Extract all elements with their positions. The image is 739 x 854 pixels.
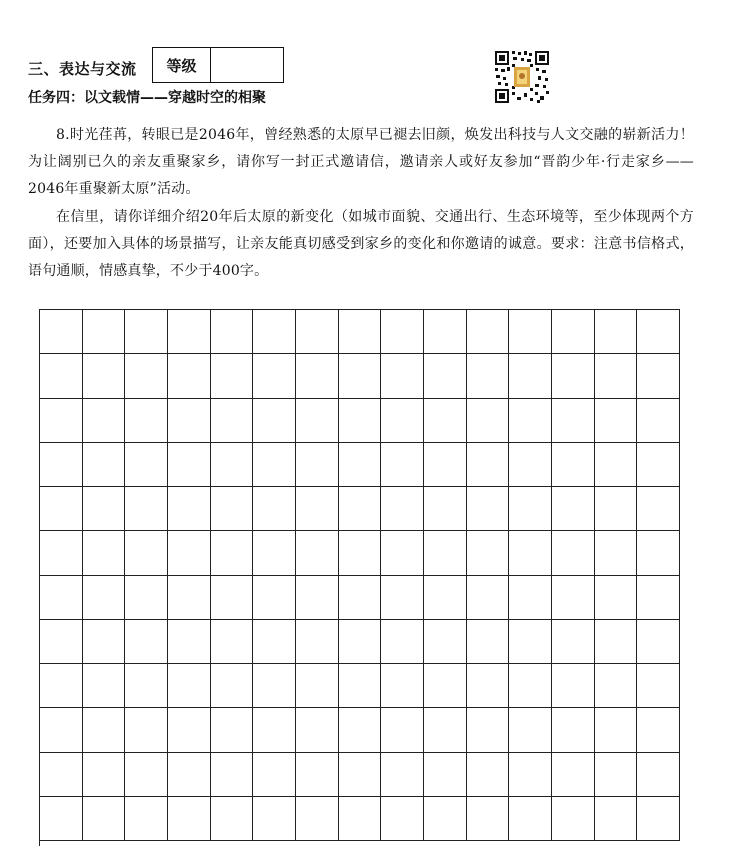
grid-cell[interactable] bbox=[83, 797, 126, 841]
grid-cell[interactable] bbox=[83, 443, 126, 487]
grid-cell[interactable] bbox=[125, 399, 168, 443]
grid-cell[interactable] bbox=[509, 487, 552, 531]
grid-cell[interactable] bbox=[40, 708, 83, 752]
grid-cell[interactable] bbox=[211, 354, 254, 398]
grid-cell[interactable] bbox=[552, 310, 595, 354]
grid-cell[interactable] bbox=[339, 399, 382, 443]
grid-cell[interactable] bbox=[467, 576, 510, 620]
grid-cell[interactable] bbox=[168, 576, 211, 620]
grid-cell[interactable] bbox=[296, 664, 339, 708]
grade-label: 等级 bbox=[153, 48, 211, 82]
grid-cell[interactable] bbox=[339, 664, 382, 708]
grid-cell[interactable] bbox=[381, 708, 424, 752]
grid-cell[interactable] bbox=[467, 487, 510, 531]
task-title: 任务四：以文载情——穿越时空的相聚 bbox=[28, 90, 266, 106]
grid-cell[interactable] bbox=[211, 487, 254, 531]
grid-cell[interactable] bbox=[125, 354, 168, 398]
grid-cell[interactable] bbox=[253, 620, 296, 664]
grid-cell[interactable] bbox=[296, 531, 339, 575]
grid-cell[interactable] bbox=[168, 487, 211, 531]
grid-cell[interactable] bbox=[424, 531, 467, 575]
grid-cell[interactable] bbox=[125, 443, 168, 487]
grid-cell[interactable] bbox=[552, 620, 595, 664]
grid-cell[interactable] bbox=[595, 399, 638, 443]
grid-cell[interactable] bbox=[253, 797, 296, 841]
grid-cell[interactable] bbox=[552, 399, 595, 443]
grid-cell[interactable] bbox=[168, 310, 211, 354]
grid-cell[interactable] bbox=[595, 487, 638, 531]
grid-cell[interactable] bbox=[125, 487, 168, 531]
grid-cell[interactable] bbox=[83, 576, 126, 620]
grid-cell[interactable] bbox=[467, 753, 510, 797]
grid-cell[interactable] bbox=[253, 487, 296, 531]
grid-cell[interactable] bbox=[40, 576, 83, 620]
grid-cell[interactable] bbox=[552, 487, 595, 531]
grid-cell[interactable] bbox=[637, 399, 680, 443]
grid-cell[interactable] bbox=[467, 310, 510, 354]
grid-cell[interactable] bbox=[637, 443, 680, 487]
prompt-paragraph-1: 8.时光荏苒，转眼已是2046年，曾经熟悉的太原早已褪去旧颜，焕发出科技与人文交融的崭新活力！为让阔别已久的亲友重聚家乡，请你写一封正式邀请信，邀请亲人或好友参加“晋韵少年·行走家乡——2046年重聚新太原”活动。 bbox=[28, 127, 694, 198]
grid-cell[interactable] bbox=[381, 310, 424, 354]
grid-cell[interactable] bbox=[339, 487, 382, 531]
grid-cell[interactable] bbox=[168, 753, 211, 797]
grid-cell[interactable] bbox=[509, 443, 552, 487]
grid-cell[interactable] bbox=[83, 487, 126, 531]
grid-cell[interactable] bbox=[83, 354, 126, 398]
grid-cell[interactable] bbox=[467, 354, 510, 398]
grid-cell[interactable] bbox=[168, 620, 211, 664]
grid-cell[interactable] bbox=[424, 399, 467, 443]
grid-cell[interactable] bbox=[595, 664, 638, 708]
grid-cell[interactable] bbox=[83, 310, 126, 354]
grid-cell[interactable] bbox=[125, 531, 168, 575]
grid-cell[interactable] bbox=[296, 399, 339, 443]
grid-cell[interactable] bbox=[168, 354, 211, 398]
grid-cell[interactable] bbox=[381, 443, 424, 487]
grid-cell[interactable] bbox=[296, 354, 339, 398]
grid-cell[interactable] bbox=[467, 664, 510, 708]
grid-cell[interactable] bbox=[381, 576, 424, 620]
grid-cell[interactable] bbox=[339, 531, 382, 575]
grid-cell[interactable] bbox=[168, 399, 211, 443]
grid-cell[interactable] bbox=[467, 620, 510, 664]
grid-cell[interactable] bbox=[552, 753, 595, 797]
grid-cell[interactable] bbox=[40, 620, 83, 664]
grid-cell[interactable] bbox=[552, 664, 595, 708]
qr-code-icon bbox=[494, 50, 550, 104]
prompt-paragraph-2: 在信里，请你详细介绍20年后太原的新变化（如城市面貌、交通出行、生态环境等，至少体现两个方面），还要加入具体的场景描写，让亲友能真切感受到家乡的变化和你邀请的诚意。要求：注意书信格式，语句通顺，情感真挚，不少于400字。 bbox=[28, 208, 694, 280]
grid-cell[interactable] bbox=[595, 310, 638, 354]
grid-cell[interactable] bbox=[339, 708, 382, 752]
grid-cell[interactable] bbox=[40, 531, 83, 575]
grid-cell[interactable] bbox=[83, 753, 126, 797]
grid-cell[interactable] bbox=[381, 399, 424, 443]
grid-cell[interactable] bbox=[211, 664, 254, 708]
grid-cell[interactable] bbox=[509, 354, 552, 398]
grid-cell[interactable] bbox=[253, 354, 296, 398]
grid-cell[interactable] bbox=[509, 310, 552, 354]
grid-cell[interactable] bbox=[467, 531, 510, 575]
grid-cell[interactable] bbox=[381, 487, 424, 531]
grid-cell[interactable] bbox=[168, 797, 211, 841]
grid-cell[interactable] bbox=[83, 531, 126, 575]
grid-cell[interactable] bbox=[125, 664, 168, 708]
grid-cell[interactable] bbox=[40, 399, 83, 443]
grid-cell[interactable] bbox=[253, 576, 296, 620]
grid-cell[interactable] bbox=[339, 354, 382, 398]
grid-cell[interactable] bbox=[509, 620, 552, 664]
grid-cell[interactable] bbox=[168, 531, 211, 575]
grid-cell[interactable] bbox=[424, 310, 467, 354]
grid-cell[interactable] bbox=[637, 620, 680, 664]
grid-cell[interactable] bbox=[339, 797, 382, 841]
grid-cell[interactable] bbox=[296, 708, 339, 752]
grid-cell[interactable] bbox=[211, 399, 254, 443]
grid-cell[interactable] bbox=[168, 664, 211, 708]
grid-cell[interactable] bbox=[211, 531, 254, 575]
grid-cell[interactable] bbox=[552, 708, 595, 752]
grid-cell[interactable] bbox=[637, 753, 680, 797]
grid-cell[interactable] bbox=[339, 753, 382, 797]
grid-cell[interactable] bbox=[296, 797, 339, 841]
grid-cell[interactable] bbox=[40, 797, 83, 841]
grid-cell[interactable] bbox=[637, 708, 680, 752]
writing-grid[interactable] bbox=[39, 309, 680, 846]
grid-cell[interactable] bbox=[595, 708, 638, 752]
grid-cell[interactable] bbox=[509, 664, 552, 708]
grid-cell[interactable] bbox=[211, 576, 254, 620]
grid-cell[interactable] bbox=[637, 310, 680, 354]
grid-cell[interactable] bbox=[83, 399, 126, 443]
grid-cell[interactable] bbox=[296, 576, 339, 620]
grid-cell[interactable] bbox=[40, 354, 83, 398]
grid-cell[interactable] bbox=[40, 443, 83, 487]
grid-cell[interactable] bbox=[552, 354, 595, 398]
grid-cell[interactable] bbox=[509, 797, 552, 841]
section-title: 三、表达与交流 bbox=[28, 60, 137, 78]
grid-cell[interactable] bbox=[168, 708, 211, 752]
grid-cell[interactable] bbox=[509, 399, 552, 443]
grid-cell[interactable] bbox=[467, 443, 510, 487]
grid-cell[interactable] bbox=[211, 310, 254, 354]
grid-cell[interactable] bbox=[339, 443, 382, 487]
grid-cell[interactable] bbox=[595, 620, 638, 664]
grid-cell[interactable] bbox=[424, 576, 467, 620]
grid-cell[interactable] bbox=[253, 531, 296, 575]
grid-cell[interactable] bbox=[552, 443, 595, 487]
grid-cell[interactable] bbox=[381, 354, 424, 398]
grid-cell[interactable] bbox=[211, 708, 254, 752]
grid-cell[interactable] bbox=[83, 708, 126, 752]
grid-cell[interactable] bbox=[83, 664, 126, 708]
grid-cell[interactable] bbox=[40, 310, 83, 354]
grid-cell[interactable] bbox=[296, 753, 339, 797]
grid-cell[interactable] bbox=[552, 531, 595, 575]
grid-cell[interactable] bbox=[253, 708, 296, 752]
grid-cell[interactable] bbox=[253, 310, 296, 354]
grid-cell[interactable] bbox=[424, 664, 467, 708]
grid-cell[interactable] bbox=[253, 664, 296, 708]
grid-cell[interactable] bbox=[509, 753, 552, 797]
grid-cell[interactable] bbox=[381, 797, 424, 841]
grade-value-field[interactable] bbox=[211, 48, 283, 82]
grid-cell[interactable] bbox=[211, 753, 254, 797]
grid-cell[interactable] bbox=[595, 576, 638, 620]
grid-cell[interactable] bbox=[595, 797, 638, 841]
grid-cell[interactable] bbox=[637, 664, 680, 708]
grid-cell[interactable] bbox=[424, 797, 467, 841]
grid-cell[interactable] bbox=[40, 753, 83, 797]
grid-cell[interactable] bbox=[125, 797, 168, 841]
grid-cell[interactable] bbox=[296, 310, 339, 354]
grid-cell[interactable] bbox=[509, 708, 552, 752]
grid-cell[interactable] bbox=[339, 310, 382, 354]
grid-cell[interactable] bbox=[595, 753, 638, 797]
grid-cell[interactable] bbox=[339, 576, 382, 620]
grid-cell[interactable] bbox=[40, 664, 83, 708]
grid-cell[interactable] bbox=[595, 531, 638, 575]
grid-cell[interactable] bbox=[125, 753, 168, 797]
grid-cell[interactable] bbox=[83, 620, 126, 664]
grid-cell[interactable] bbox=[381, 620, 424, 664]
grid-cell[interactable] bbox=[253, 399, 296, 443]
grid-cell[interactable] bbox=[40, 487, 83, 531]
grid-cell[interactable] bbox=[509, 576, 552, 620]
grid-cell[interactable] bbox=[552, 797, 595, 841]
grid-cell[interactable] bbox=[637, 797, 680, 841]
grid-cell[interactable] bbox=[424, 354, 467, 398]
grid-cell[interactable] bbox=[424, 443, 467, 487]
grid-cell[interactable] bbox=[296, 620, 339, 664]
grid-cell[interactable] bbox=[125, 620, 168, 664]
grid-cell[interactable] bbox=[125, 576, 168, 620]
grid-cell[interactable] bbox=[125, 708, 168, 752]
grid-cell[interactable] bbox=[211, 620, 254, 664]
grid-cell[interactable] bbox=[424, 708, 467, 752]
grid-cell[interactable] bbox=[296, 487, 339, 531]
grid-cell[interactable] bbox=[168, 443, 211, 487]
grid-cell[interactable] bbox=[424, 620, 467, 664]
grid-cell[interactable] bbox=[424, 487, 467, 531]
grid-cell[interactable] bbox=[381, 664, 424, 708]
grid-cell[interactable] bbox=[211, 443, 254, 487]
grid-cell[interactable] bbox=[211, 797, 254, 841]
grid-cell[interactable] bbox=[637, 531, 680, 575]
grid-cell[interactable] bbox=[509, 531, 552, 575]
grid-cell[interactable] bbox=[253, 443, 296, 487]
grid-cell[interactable] bbox=[595, 443, 638, 487]
grid-cell[interactable] bbox=[552, 576, 595, 620]
grid-cell[interactable] bbox=[125, 310, 168, 354]
grid-cell[interactable] bbox=[296, 443, 339, 487]
grid-cell[interactable] bbox=[637, 487, 680, 531]
grid-cell[interactable] bbox=[381, 531, 424, 575]
grid-cell[interactable] bbox=[467, 399, 510, 443]
grid-cell[interactable] bbox=[637, 354, 680, 398]
grid-cell[interactable] bbox=[253, 753, 296, 797]
grid-cell[interactable] bbox=[467, 797, 510, 841]
grade-box bbox=[152, 47, 284, 83]
grid-cell[interactable] bbox=[595, 354, 638, 398]
grid-cell[interactable] bbox=[381, 753, 424, 797]
writing-prompt bbox=[28, 122, 694, 285]
grid-cell[interactable] bbox=[637, 576, 680, 620]
grid-cell[interactable] bbox=[339, 620, 382, 664]
grid-cell[interactable] bbox=[424, 753, 467, 797]
grid-cell[interactable] bbox=[467, 708, 510, 752]
